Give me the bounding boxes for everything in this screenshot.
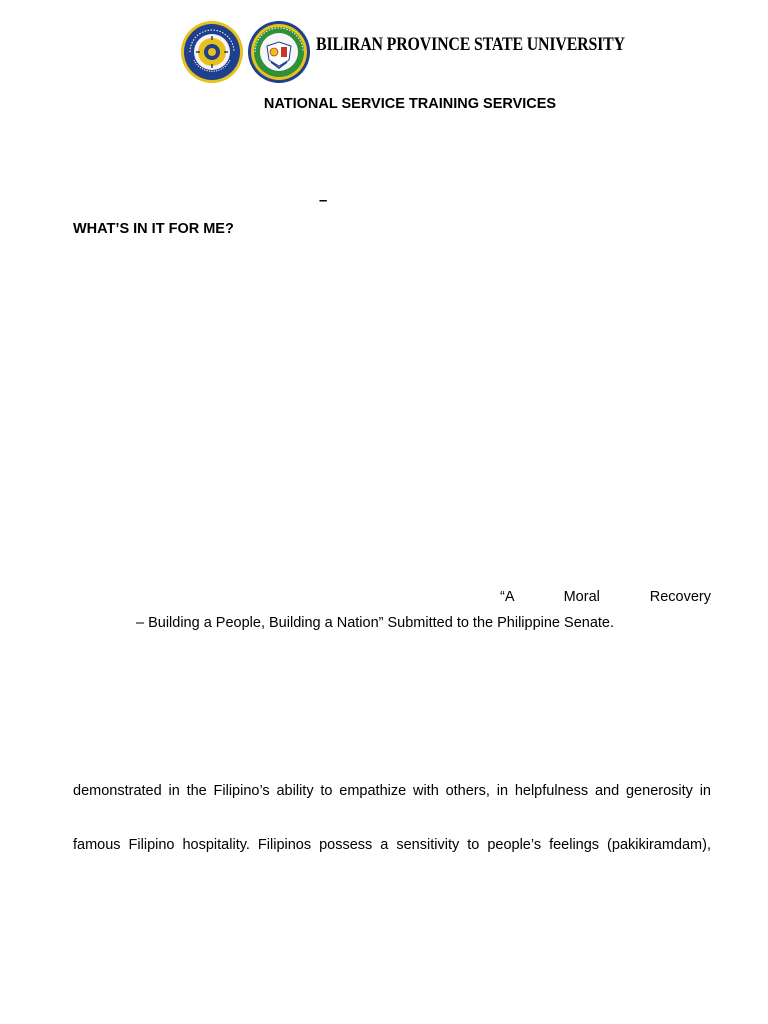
paragraph-line-2: famous Filipino hospitality. Filipinos possess a sensitivity to people’s feelings (pakikiramdam), [73,837,711,853]
university-seal-logo [180,20,244,84]
office-name: NATIONAL SERVICE TRAINING SERVICES [263,96,557,112]
quote-line-1: “A Moral Recovery [500,589,711,605]
nstp-seal-logo [247,20,311,84]
quote-line-2: – Building a People, Building a Nation” Submitted to the Philippine Senate. [136,615,615,631]
dash-mark: – [319,192,328,209]
paragraph-line-1: demonstrated in the Filipino’s ability to empathize with others, in helpfulness and generosity in [73,783,711,799]
university-name: BILIRAN PROVINCE STATE UNIVERSITY [316,35,625,55]
section-heading: WHAT’S IN IT FOR ME? [73,221,234,237]
